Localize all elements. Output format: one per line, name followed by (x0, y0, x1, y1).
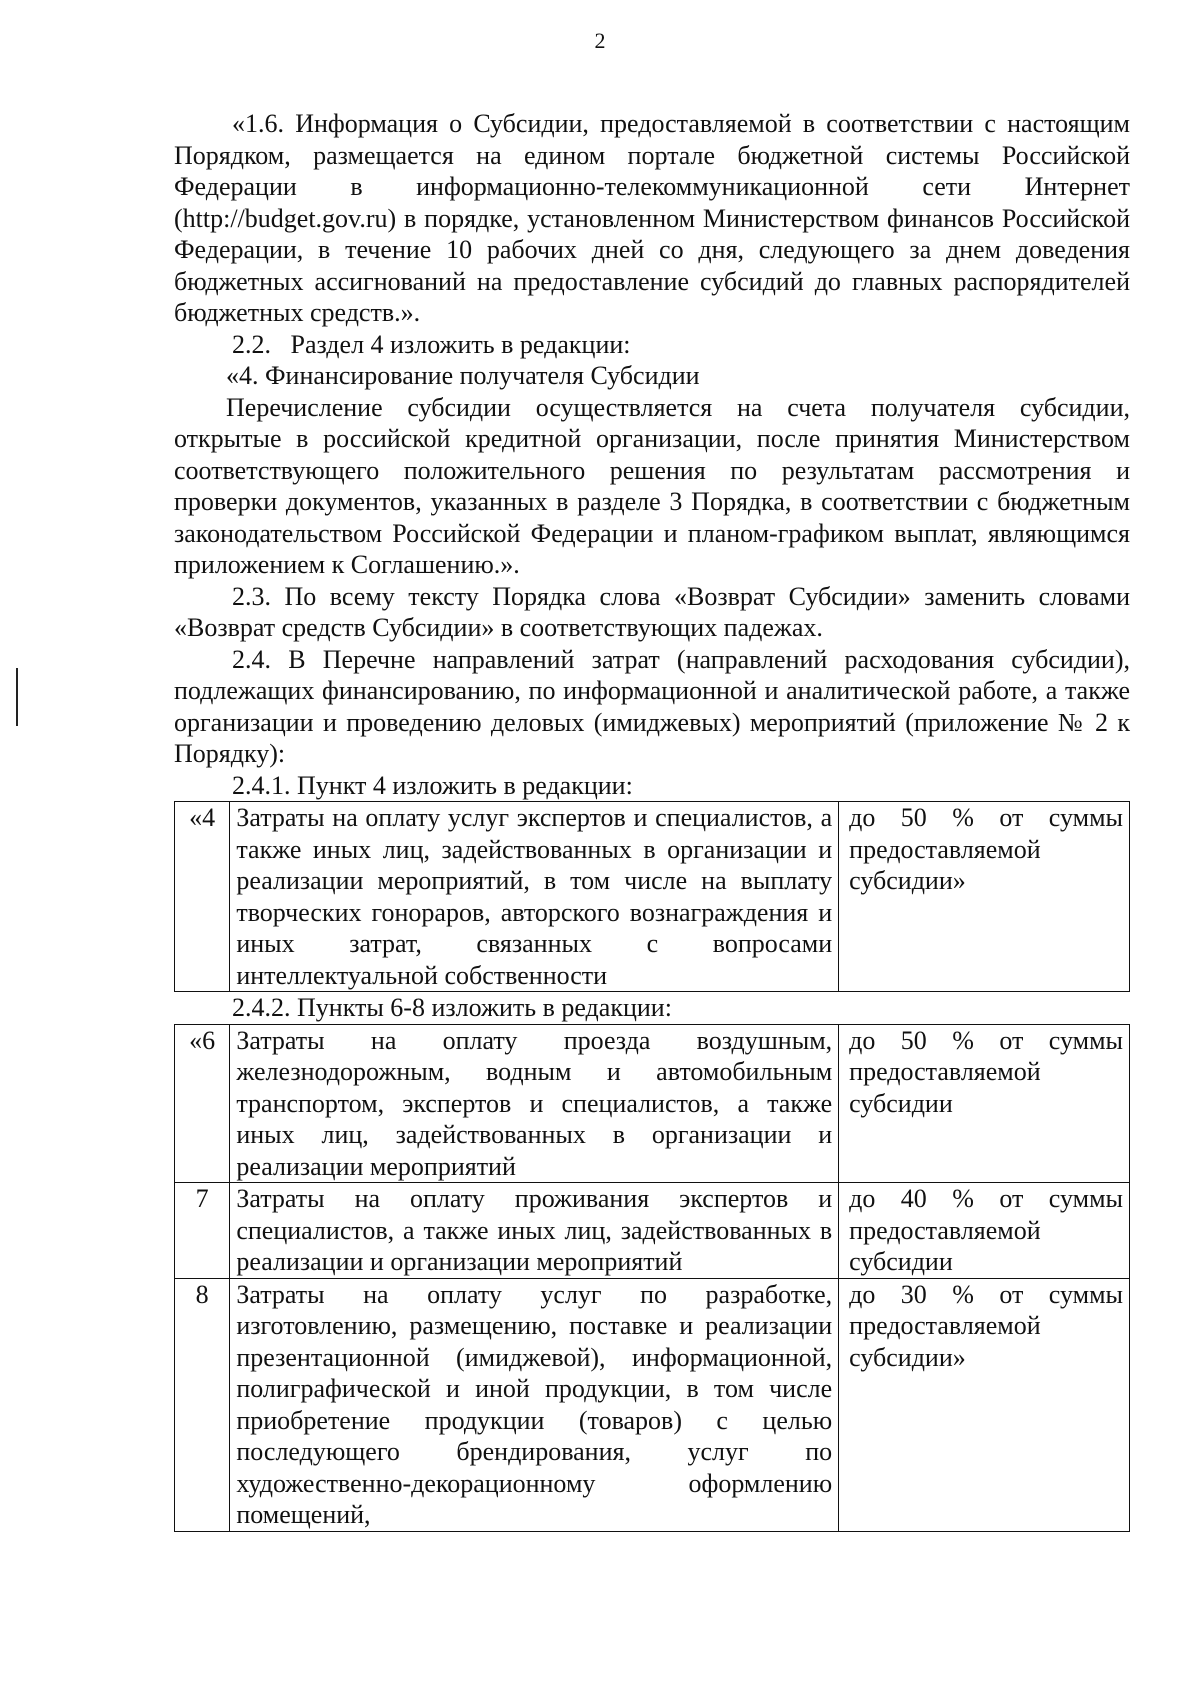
paragraph-2-4: 2.4. В Перечне направлений затрат (направлений расходования субсидии), подлежащих финансированию, по информационной и аналитической работе, а также организации и проведению деловых (имиджевых) мероприятий (приложение № 2 к Порядку): (174, 644, 1130, 768)
table-items-6-8 (174, 1024, 1130, 1532)
item-description: Затраты на оплату услуг экспертов и специалистов, а также иных лиц, задействованных в организации и реализации мероприятий, в том числе на выплату творческих гонораров, авторского вознаграждения и иных затрат, связанных с вопросами интеллектуальной собственности (230, 802, 839, 992)
paragraph-2-2: 2.2. Раздел 4 изложить в редакции: (232, 329, 631, 359)
section-4-heading: «4. Финансирование получателя Субсидии (226, 361, 700, 390)
item-limit: до 30 % от суммы предоставляемой субсидии» (839, 1278, 1130, 1531)
scan-margin-mark (16, 668, 18, 726)
item-limit: до 40 % от суммы предоставляемой субсидии (839, 1183, 1130, 1279)
paragraph-financing: Перечисление субсидии осуществляется на счета получателя субсидии, открытые в российской кредитной организации, после принятия Министерством соответствующего положительного решения по результатам рассмотрения и проверки документов, указанных в разделе 3 Порядка, в соответствии с бюджетным законодательством Российской Федерации и планом-графиком выплат, являющимся приложением к Соглашению.». (174, 392, 1130, 579)
item-number: «6 (175, 1024, 230, 1183)
item-description: Затраты на оплату проезда воздушным, железнодорожным, водным и автомобильным транспортом, экспертов и специалистов, а также иных лиц, задействованных в организации и реализации мероприятий (230, 1024, 839, 1183)
table-item-4 (174, 801, 1130, 992)
item-number: 7 (175, 1183, 230, 1279)
table-row (175, 1183, 1130, 1279)
table-row (175, 1278, 1130, 1531)
paragraph-2-4-1: 2.4.1. Пункт 4 изложить в редакции: (232, 770, 633, 800)
paragraph-2-4-2: 2.4.2. Пункты 6-8 изложить в редакции: (232, 993, 672, 1022)
page-number: 2 (594, 28, 606, 53)
item-number: «4 (175, 802, 230, 992)
item-limit: до 50 % от суммы предоставляемой субсидии» (839, 802, 1130, 992)
item-number: 8 (175, 1278, 230, 1531)
item-limit: до 50 % от суммы предоставляемой субсидии (839, 1024, 1130, 1183)
table-row (175, 1024, 1130, 1183)
paragraph-1-6: «1.6. Информация о Субсидии, предоставляемой в соответствии с настоящим Порядком, размещается на едином портале бюджетной системы Российской Федерации в информационно-телекоммуникационной сети Интернет (http://budget.gov.ru) в порядке, установленном Министерством финансов Российской Федерации, в течение 10 рабочих дней со дня, следующего за днем доведения бюджетных ассигнований на предоставление субсидий до главных распорядителей бюджетных средств.». (174, 109, 1130, 327)
table-row (175, 802, 1130, 992)
item-description: Затраты на оплату проживания экспертов и специалистов, а также иных лиц, задействованных в реализации и организации мероприятий (230, 1183, 839, 1279)
item-description: Затраты на оплату услуг по разработке, изготовлению, размещению, поставке и реализации презентационной (имиджевой), информационной, полиграфической и иной продукции, в том числе приобретение продукции (товаров) с целью последующего брендирования, услуг по художественно-декорационному оформлению помещений, (230, 1278, 839, 1531)
paragraph-2-3: 2.3. По всему тексту Порядка слова «Возврат Субсидии» заменить словами «Возврат средств Субсидии» в соответствующих падежах. (174, 581, 1130, 642)
document-body (174, 108, 1130, 1532)
